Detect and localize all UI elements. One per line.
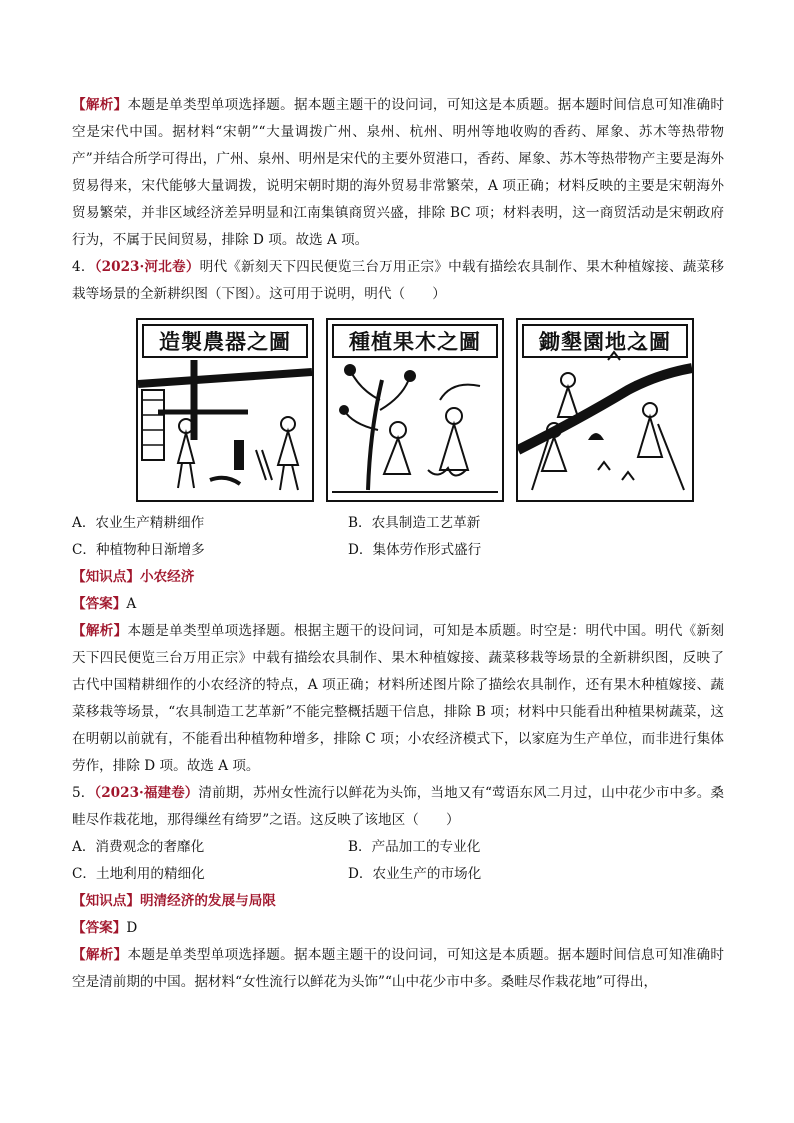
illustration-tree-grafting: [326, 318, 504, 502]
option-c[interactable]: C．土地利用的精细化: [72, 866, 205, 882]
q4-analysis: [72, 618, 724, 780]
panel-title: 鋤墾園地之圖: [522, 324, 688, 358]
option-d[interactable]: D．农业生产的市场化: [348, 866, 482, 882]
analysis-text: 本题是单类型单项选择题。据本题主题干的设问词，可知这是本质题。据本题时间信息可知准确时空是宋代中国。据材料“宋朝”“大量调拨广州、泉州、杭州、明州等地收购的香药、犀象、苏木等热带物产”并结合所学可得出，广州、泉州、明州是宋代的主要外贸港口，香药、犀象、苏木等热带物产主要是海外贸易得来，宋代能够大量调拨，说明宋朝时期的海外贸易非常繁荣，A 项正确；材料反映的主要是宋朝海外贸易繁荣，并非区域经济差异明显和江南集镇商贸兴盛，排除 BC 项；材料表明，这一商贸活动是宋朝政府行为，不属于民间贸易，排除 D 项。故选 A 项。: [72, 97, 724, 248]
answer-tag: 【答案】: [72, 596, 127, 612]
knowledge-tag: 【知识点】: [72, 893, 140, 909]
q5-answer: [72, 915, 724, 942]
analysis-text: 本题是单类型单项选择题。据本题主题干的设问词，可知这是本质题。据本题时间信息可知准确时空是清前期的中国。据材料“女性流行以鲜花为头饰”“山中花少市中多。桑畦尽作栽花地”可得出，: [72, 947, 724, 990]
panel-title: 種植果木之圖: [332, 324, 498, 358]
question-text: 清前期，苏州女性流行以鲜花为头饰，当地又有“莺语东风二月过，山中花少市中多。桑畦尽作栽花地，那得缫丝有绮罗”之语。这反映了该地区（ ）: [72, 785, 724, 828]
option-b[interactable]: B．产品加工的专业化: [348, 839, 481, 855]
answer-value: A: [126, 596, 137, 612]
q4-stem: [72, 254, 724, 308]
knowledge-tag: 【知识点】: [72, 569, 140, 585]
question-source: （2023·河北卷）: [94, 259, 200, 275]
option-a[interactable]: A．消费观念的奢靡化: [72, 839, 205, 855]
document-page: [72, 92, 724, 996]
q5-knowledge: [72, 888, 724, 915]
knowledge-point: 小农经济: [139, 569, 195, 585]
question-source: （2023·福建卷）: [94, 785, 199, 801]
question-text: 明代《新刻天下四民便览三台万用正宗》中载有描绘农具制作、果木种植嫁接、蔬菜移栽等场景的全新耕织图（下图）。这可用于说明，明代（ ）: [72, 259, 724, 302]
panel-title: 造製農器之圖: [142, 324, 308, 358]
answer-value: D: [126, 920, 138, 936]
analysis-tag: 【解析】: [72, 623, 128, 639]
q5-stem: [72, 780, 724, 834]
option-b[interactable]: B．农具制造工艺革新: [348, 515, 481, 531]
q4-options: [72, 510, 724, 564]
q4-answer: [72, 591, 724, 618]
analysis-tag: 【解析】: [72, 947, 128, 963]
option-c[interactable]: C．种植物种日渐增多: [72, 542, 205, 558]
option-a[interactable]: A．农业生产精耕细作: [72, 515, 205, 531]
knowledge-point: 明清经济的发展与局限: [139, 893, 276, 909]
q4-knowledge: [72, 564, 724, 591]
q3-analysis: [72, 92, 724, 254]
analysis-tag: 【解析】: [72, 97, 128, 113]
farming-illustrations: [136, 318, 724, 500]
illustration-garden-hoeing: [516, 318, 694, 502]
analysis-text: 本题是单类型单项选择题。根据主题干的设问词，可知是本质题。时空是：明代中国。明代《新刻天下四民便览三台万用正宗》中载有描绘农具制作、果木种植嫁接、蔬菜移栽等场景的全新耕织图，反映了古代中国精耕细作的小农经济的特点，A 项正确；材料所述图片除了描绘农具制作，还有果木种植嫁接、蔬菜移栽等场景，“农具制造工艺革新”不能完整概括题干信息，排除 B 项；材料中只能看出种植果树蔬菜，这在明朝以前就有，不能看出种植物种增多，排除 C 项；小农经济模式下，以家庭为生产单位，而非进行集体劳作，排除 D 项。故选 A 项。: [72, 623, 724, 774]
q5-analysis: [72, 942, 724, 996]
question-number: 4．: [72, 259, 95, 275]
illustration-tool-making: [136, 318, 314, 502]
option-d[interactable]: D．集体劳作形式盛行: [348, 542, 482, 558]
question-number: 5．: [72, 785, 95, 801]
q5-options: [72, 834, 724, 888]
answer-tag: 【答案】: [72, 920, 127, 936]
